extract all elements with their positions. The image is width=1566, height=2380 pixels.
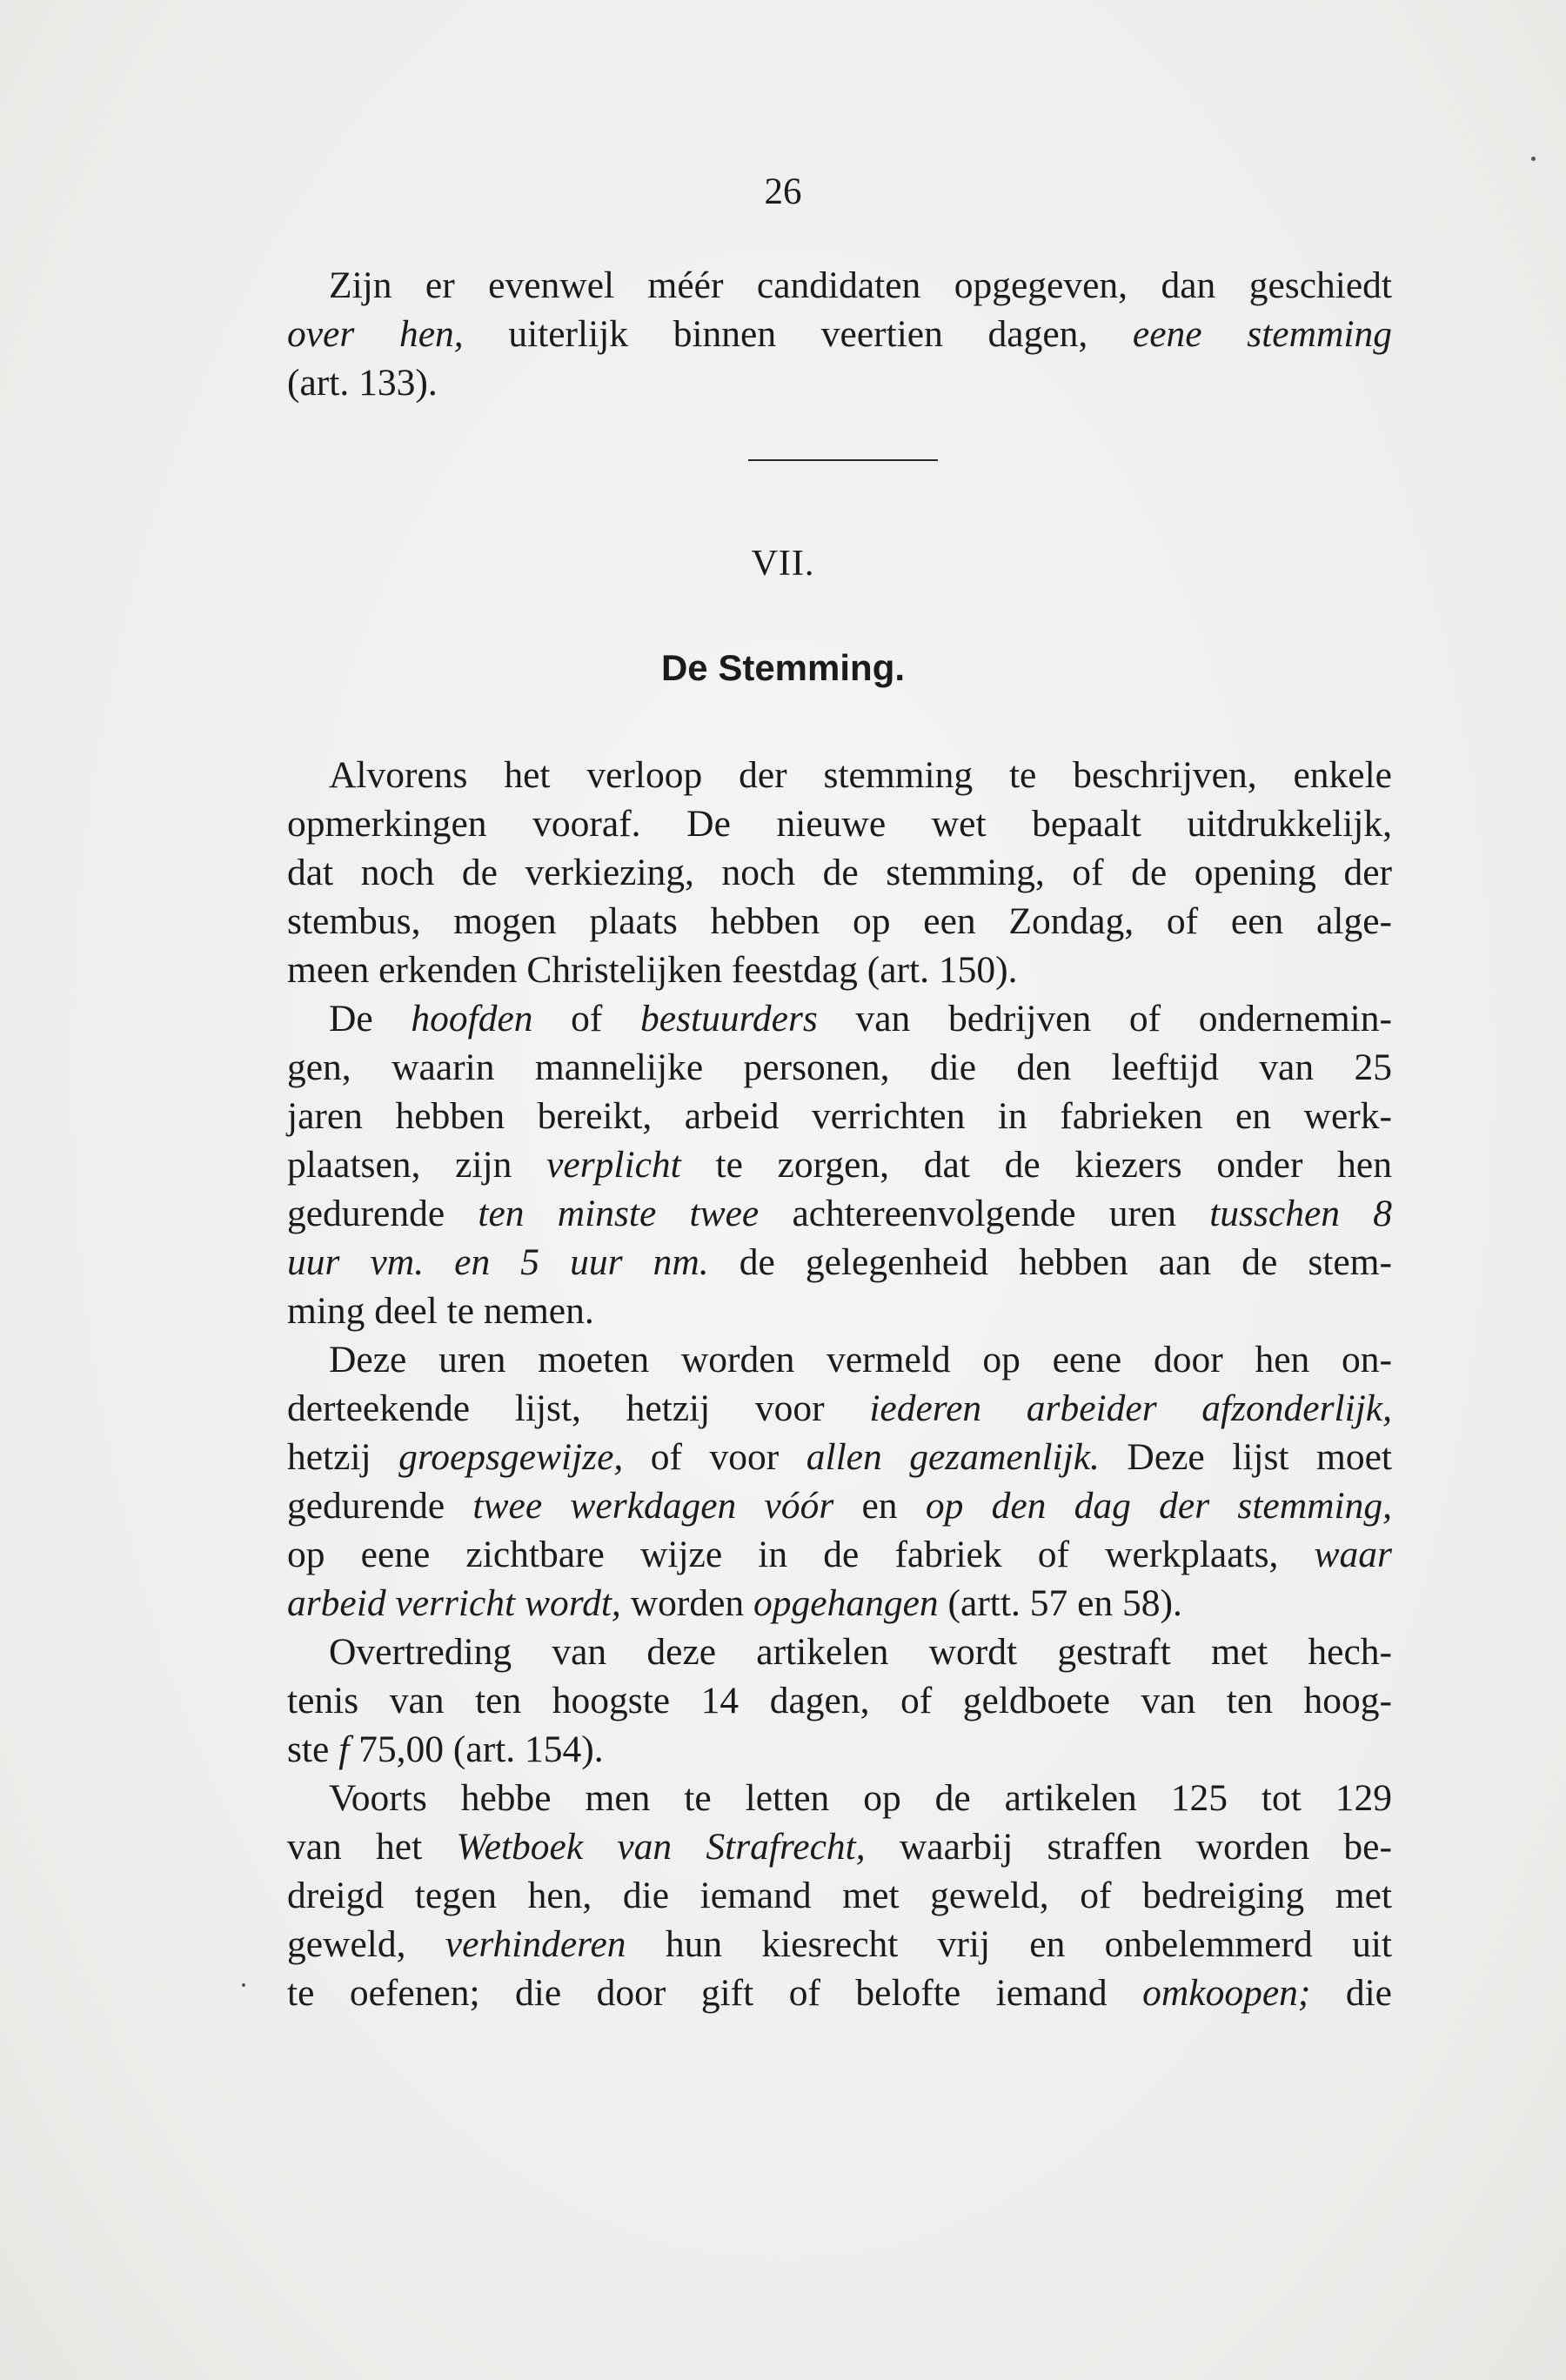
paper-speck: [242, 1983, 245, 1987]
body-text: [287, 751, 1392, 2017]
italic-phrase: over hen,: [287, 313, 464, 355]
text-run: gen, waarin mannelijke personen, die den leeftijd van 25: [287, 1046, 1392, 1088]
italic-phrase: tusschen 8: [1209, 1193, 1392, 1234]
text-line: [287, 1287, 1392, 1335]
text-line: [287, 1189, 1392, 1238]
italic-phrase: f: [338, 1728, 350, 1770]
intro-paragraph: [287, 261, 1392, 407]
text-run: ste: [287, 1728, 339, 1770]
text-run: Zijn er evenwel méér candidaten opgegeven, dan geschiedt: [329, 264, 1392, 306]
text-run: geweld,: [287, 1923, 445, 1965]
italic-phrase: twee werkdagen vóór: [472, 1485, 834, 1527]
text-line: [287, 1676, 1392, 1725]
text-run: hetzij: [287, 1436, 399, 1478]
italic-phrase: waar: [1314, 1534, 1392, 1575]
text-run: (artt. 57 en 58).: [938, 1582, 1182, 1624]
text-line: [287, 1481, 1392, 1530]
text-line: [287, 1774, 1392, 1822]
text-run: die: [1310, 1972, 1392, 2014]
text-run: waarbij straffen worden be-: [865, 1826, 1392, 1868]
section-title: De Stemming.: [660, 647, 906, 688]
text-line: [287, 799, 1392, 848]
text-run: meen erkenden Christelijken feestdag (art. 150).: [287, 949, 1018, 991]
text-line: [287, 1969, 1392, 2017]
text-line: [287, 1335, 1392, 1384]
italic-phrase: groepsgewijze,: [398, 1436, 624, 1478]
text-run: gedurende: [287, 1485, 473, 1527]
text-run: ming deel te nemen.: [287, 1290, 594, 1332]
text-run: opmerkingen vooraf. De nieuwe wet bepaalt uitdrukkelijk,: [287, 803, 1392, 845]
italic-phrase: Wetboek van Strafrecht,: [456, 1826, 866, 1868]
text-run: uiterlijk binnen veertien dagen,: [463, 313, 1133, 355]
text-run: de gelegenheid hebben aan de stem-: [708, 1241, 1392, 1283]
italic-phrase: bestuurders: [640, 998, 818, 1040]
text-line: [287, 1725, 1392, 1774]
italic-phrase: arbeid verricht wordt,: [287, 1582, 621, 1624]
text-line: [287, 1579, 1392, 1628]
text-run: en: [833, 1485, 926, 1527]
text-run: Voorts hebbe men te letten op de artikelen 125 tot 129: [329, 1777, 1392, 1819]
italic-phrase: uur vm. en 5 uur nm.: [287, 1241, 709, 1283]
text-run: Alvorens het verloop der stemming te beschrijven, enkele: [329, 754, 1392, 796]
text-run: dreigd tegen hen, die iemand met geweld, of bedreiging met: [287, 1875, 1392, 1916]
text-run: jaren hebben bereikt, arbeid verrichten in fabrieken en werk-: [287, 1095, 1392, 1137]
text-run: plaatsen, zijn: [287, 1144, 547, 1186]
text-run: van het: [287, 1826, 457, 1868]
italic-phrase: omkoopen;: [1142, 1972, 1311, 2014]
text-run: op eene zichtbare wijze in de fabriek of werkplaats,: [287, 1534, 1315, 1575]
italic-phrase: verhinderen: [445, 1923, 626, 1965]
italic-phrase: allen gezamenlijk.: [806, 1436, 1100, 1478]
text-run: 75,00 (art. 154).: [349, 1728, 604, 1770]
italic-phrase: verplicht: [546, 1144, 681, 1186]
text-line: [287, 1238, 1392, 1287]
text-run: te oefenen; die door gift of belofte iemand: [287, 1972, 1143, 2014]
text-run: van bedrijven of ondernemin-: [817, 998, 1392, 1040]
italic-phrase: hoofden: [411, 998, 533, 1040]
italic-phrase: opgehangen: [753, 1582, 939, 1624]
text-run: of voor: [623, 1436, 806, 1478]
text-run: Deze uren moeten worden vermeld op eene door hen on-: [329, 1339, 1392, 1381]
text-line: [287, 897, 1392, 946]
page-number: 26: [764, 171, 802, 212]
text-line: [287, 1140, 1392, 1189]
text-run: worden: [620, 1582, 754, 1624]
text-line: [287, 1822, 1392, 1871]
italic-phrase: ten minste twee: [478, 1193, 760, 1234]
text-line: [287, 751, 1392, 799]
text-run: Deze lijst moet: [1099, 1436, 1392, 1478]
text-line: [287, 1043, 1392, 1092]
text-line: [287, 310, 1392, 358]
text-run: derteekende lijst, hetzij voor: [287, 1387, 870, 1429]
text-run: Overtreding van deze artikelen wordt gestraft met hech-: [329, 1631, 1392, 1673]
text-run: of: [532, 998, 641, 1040]
italic-phrase: eene stemming: [1132, 313, 1392, 355]
text-run: hun kiesrecht vrij en onbelemmerd uit: [626, 1923, 1392, 1965]
text-line: [287, 261, 1392, 310]
text-line: [287, 1628, 1392, 1676]
text-line: [287, 1871, 1392, 1920]
text-run: dat noch de verkiezing, noch de stemming, of de opening der: [287, 852, 1392, 893]
section-divider: [748, 459, 938, 461]
text-run: De: [329, 998, 412, 1040]
text-line: [287, 1092, 1392, 1140]
text-line: [287, 358, 1392, 407]
text-line: [287, 1530, 1392, 1579]
text-run: gedurende: [287, 1193, 478, 1234]
text-run: te zorgen, dat de kiezers onder hen: [680, 1144, 1392, 1186]
text-line: [287, 1384, 1392, 1433]
text-run: (art. 133).: [287, 362, 438, 404]
text-line: [287, 946, 1392, 994]
italic-phrase: iederen arbeider afzonderlijk,: [869, 1387, 1392, 1429]
text-run: tenis van ten hoogste 14 dagen, of geldboete van ten hoog-: [287, 1680, 1392, 1721]
italic-phrase: op den dag der stemming,: [925, 1485, 1392, 1527]
text-run: achtereenvolgende uren: [759, 1193, 1210, 1234]
text-line: [287, 1433, 1392, 1481]
paper-speck: [1531, 157, 1536, 161]
section-number: VII.: [751, 544, 815, 584]
text-line: [287, 848, 1392, 897]
text-line: [287, 1920, 1392, 1969]
text-line: [287, 994, 1392, 1043]
text-run: stembus, mogen plaats hebben op een Zondag, of een alge-: [287, 900, 1392, 942]
